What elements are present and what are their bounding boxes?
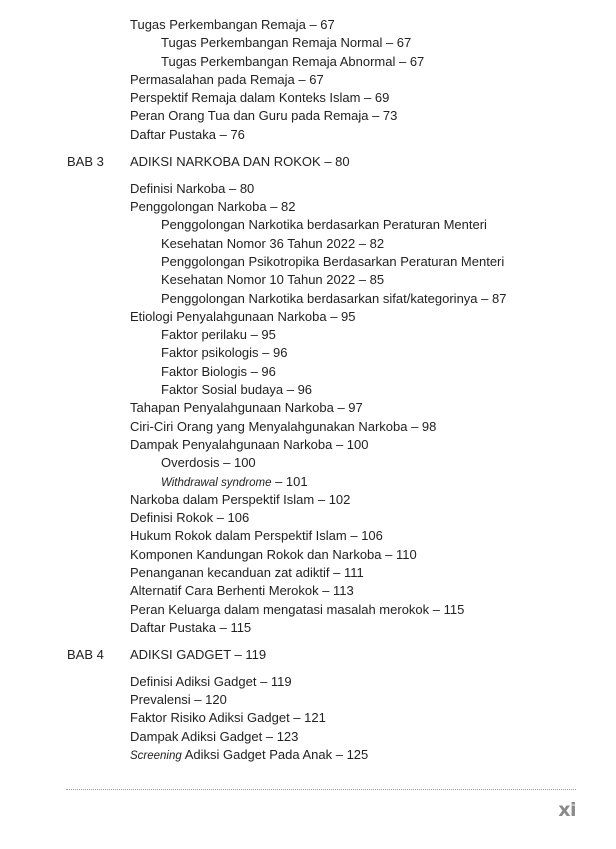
toc-entry-text: Prevalensi – 120 <box>130 692 227 708</box>
toc-subentry <box>0 271 616 289</box>
toc-entry-text: Penggolongan Narkoba – 82 <box>130 199 296 215</box>
toc-entry-text <box>130 746 368 765</box>
toc-entry-text: Dampak Adiksi Gadget – 123 <box>130 728 299 744</box>
toc-entry-text: Etiologi Penyalahgunaan Narkoba – 95 <box>130 308 356 324</box>
toc-subentry <box>0 216 616 234</box>
toc-entry-text: Peran Keluarga dalam mengatasi masalah merokok – 115 <box>130 601 465 617</box>
chapter-number: BAB 4 <box>67 646 104 662</box>
toc-subentry <box>0 253 616 271</box>
toc-entry <box>0 126 616 144</box>
toc-entry-text <box>161 473 308 492</box>
chapter-title: ADIKSI GADGET – 119 <box>130 646 267 662</box>
toc-entry-text: Kesehatan Nomor 10 Tahun 2022 – 85 <box>161 272 385 288</box>
toc-entry-rest: Adiksi Gadget Pada Anak – 125 <box>181 747 369 763</box>
toc-entry-text: Daftar Pustaka – 76 <box>130 126 245 142</box>
toc-entry-text: Definisi Adiksi Gadget – 119 <box>130 673 292 689</box>
toc-entry <box>0 601 616 619</box>
toc-entry-text: Penggolongan Narkotika berdasarkan sifat/kategorinya – 87 <box>161 290 507 306</box>
toc-entry <box>0 527 616 545</box>
toc-subentry <box>0 344 616 362</box>
toc-entry-text: Tugas Perkembangan Remaja – 67 <box>130 17 335 32</box>
toc-entry <box>0 71 616 89</box>
toc-entry <box>0 107 616 125</box>
toc-entry-text: Kesehatan Nomor 36 Tahun 2022 – 82 <box>161 235 385 251</box>
chapter-heading <box>0 153 616 171</box>
toc-entry-text: Peran Orang Tua dan Guru pada Remaja – 73 <box>130 108 398 124</box>
toc-subentry <box>0 34 616 52</box>
toc-entry <box>0 728 616 746</box>
toc-entry <box>0 582 616 600</box>
toc-entry <box>0 308 616 326</box>
toc-subentry <box>0 473 616 491</box>
toc-entry-text: Komponen Kandungan Rokok dan Narkoba – 110 <box>130 546 417 562</box>
toc-entry <box>0 418 616 436</box>
toc-entry-text: Narkoba dalam Perspektif Islam – 102 <box>130 491 351 507</box>
toc-entry-text: Penggolongan Psikotropika Berdasarkan Peraturan Menteri <box>161 253 505 269</box>
chapter-title: ADIKSI NARKOBA DAN ROKOK – 80 <box>130 153 350 169</box>
toc-entry <box>0 546 616 564</box>
chapter-heading <box>0 646 616 664</box>
toc-entry-italic-term: Withdrawal syndrome <box>161 476 272 489</box>
toc-entry <box>0 564 616 582</box>
toc-subentry <box>0 235 616 253</box>
toc-entry <box>0 709 616 727</box>
toc-entry-text: Definisi Rokok – 106 <box>130 510 250 526</box>
footer-divider <box>66 789 576 790</box>
toc-entry <box>0 491 616 509</box>
toc-entry <box>0 673 616 691</box>
toc-subentry <box>0 53 616 71</box>
toc-entry-text: Perspektif Remaja dalam Konteks Islam – 69 <box>130 90 390 106</box>
toc-entry <box>0 746 616 764</box>
toc-entry-text: Permasalahan pada Remaja – 67 <box>130 71 324 87</box>
toc-entry <box>0 691 616 709</box>
toc-entry-text: Faktor Sosial budaya – 96 <box>161 382 313 398</box>
toc-entry-text: Alternatif Cara Berhenti Merokok – 113 <box>130 583 354 599</box>
toc-entry-text: Faktor psikologis – 96 <box>161 345 288 361</box>
toc-entry <box>0 180 616 198</box>
toc-subentry <box>0 326 616 344</box>
toc-entry-text: Faktor perilaku – 95 <box>161 327 276 343</box>
toc-entry <box>0 198 616 216</box>
toc-subentry <box>0 454 616 472</box>
toc-subentry <box>0 381 616 399</box>
toc-entry-text: Hukum Rokok dalam Perspektif Islam – 106 <box>130 528 383 544</box>
toc-entry-rest: – 101 <box>271 473 308 489</box>
toc-entry-text: Ciri-Ciri Orang yang Menyalahgunakan Narkoba – 98 <box>130 418 437 434</box>
table-of-contents <box>0 16 616 764</box>
toc-entry-text: Tahapan Penyalahgunaan Narkoba – 97 <box>130 400 363 416</box>
toc-entry-text: Faktor Biologis – 96 <box>161 363 276 379</box>
toc-entry <box>0 16 616 34</box>
toc-entry <box>0 89 616 107</box>
page-number: xi <box>558 799 576 821</box>
toc-entry <box>0 619 616 637</box>
toc-entry-text: Penggolongan Narkotika berdasarkan Peraturan Menteri <box>161 217 487 233</box>
toc-entry-italic-term: Screening <box>130 750 182 763</box>
toc-entry <box>0 399 616 417</box>
toc-entry <box>0 436 616 454</box>
toc-entry-text: Definisi Narkoba – 80 <box>130 180 255 196</box>
toc-entry-text: Faktor Risiko Adiksi Gadget – 121 <box>130 710 326 726</box>
toc-entry-text: Penanganan kecanduan zat adiktif – 111 <box>130 564 364 580</box>
toc-entry-text: Tugas Perkembangan Remaja Abnormal – 67 <box>161 53 425 69</box>
toc-entry-text: Tugas Perkembangan Remaja Normal – 67 <box>161 35 412 51</box>
toc-subentry <box>0 290 616 308</box>
toc-subentry <box>0 363 616 381</box>
chapter-number: BAB 3 <box>67 153 104 169</box>
toc-entry <box>0 509 616 527</box>
toc-entry-text: Daftar Pustaka – 115 <box>130 619 252 635</box>
toc-entry-text: Overdosis – 100 <box>161 455 256 471</box>
toc-entry-text: Dampak Penyalahgunaan Narkoba – 100 <box>130 436 369 452</box>
